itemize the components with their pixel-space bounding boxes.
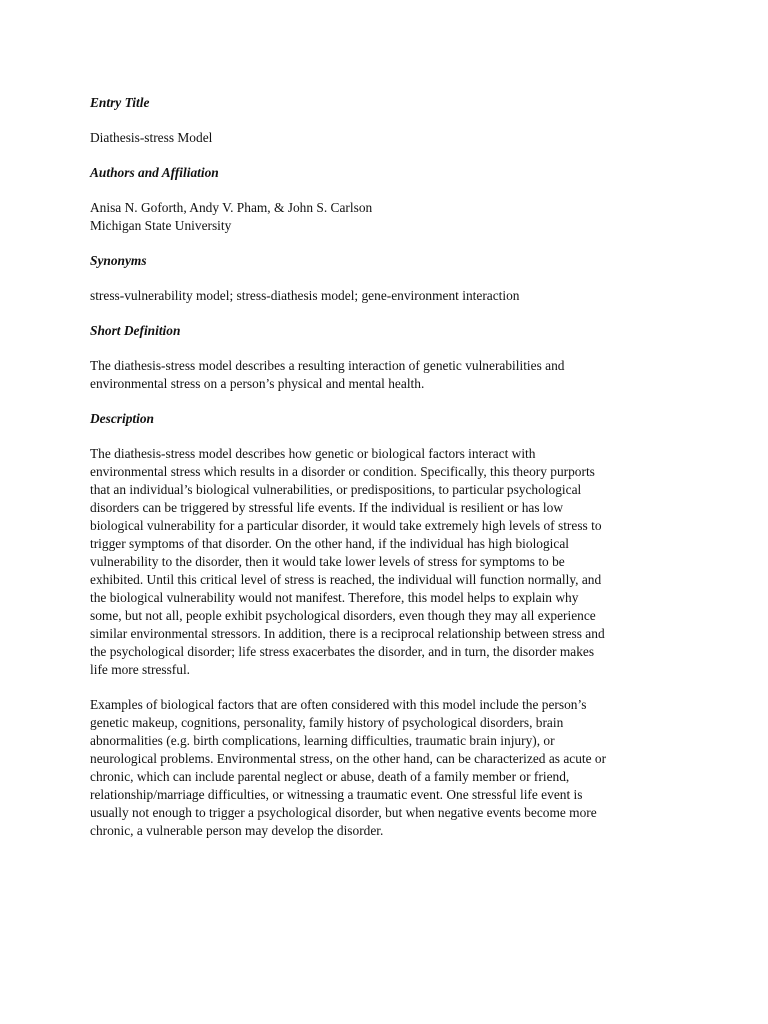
heading-authors-affiliation: Authors and Affiliation (90, 165, 219, 180)
affiliation-line: Michigan State University (90, 218, 232, 233)
authors-text (90, 199, 690, 235)
text-line: life more stressful. (90, 662, 191, 677)
text-line: Diathesis-stress Model (90, 130, 213, 145)
authors-line: Anisa N. Goforth, Andy V. Pham, & John S. Carlson (90, 200, 373, 215)
text-line: chronic, which can include parental neglect or abuse, death of a family member or friend, (90, 769, 570, 784)
text-line: exhibited. Until this critical level of stress is reached, the individual will function normally, and (90, 572, 602, 587)
text-line: the psychological disorder; life stress exacerbates the disorder, and in turn, the disorder makes (90, 644, 595, 659)
text-line: that an individual’s biological vulnerabilities, or predispositions, to particular psychological (90, 482, 582, 497)
text-line: trigger symptoms of that disorder. On the other hand, if the individual has high biological (90, 536, 570, 551)
short-definition-text (90, 357, 690, 393)
text-line: environmental stress on a person’s physical and mental health. (90, 376, 425, 391)
text-line: The diathesis-stress model describes a resulting interaction of genetic vulnerabilities and (90, 358, 565, 373)
text-line: the biological vulnerability would not manifest. Therefore, this model helps to explain why (90, 590, 579, 605)
text-line: genetic makeup, cognitions, personality, family history of psychological disorders, brain (90, 715, 564, 730)
synonyms-text (90, 287, 690, 305)
text-line: vulnerability to the disorder, then it would take lower levels of stress for symptoms to be (90, 554, 565, 569)
document-content (90, 94, 690, 840)
text-line: some, but not all, people exhibit psychological disorders, even though they may all experience (90, 608, 596, 623)
text-line: neurological problems. Environmental stress, on the other hand, can be characterized as acute or (90, 751, 607, 766)
heading-description: Description (90, 411, 154, 426)
heading-short-definition: Short Definition (90, 323, 181, 338)
text-line: relationship/marriage difficulties, or witnessing a traumatic event. One stressful life event is (90, 787, 583, 802)
text-line: environmental stress which results in a disorder or condition. Specifically, this theory purports (90, 464, 595, 479)
text-line: Examples of biological factors that are often considered with this model include the person’s (90, 697, 587, 712)
text-line: similar environmental stressors. In addition, there is a reciprocal relationship between stress and (90, 626, 605, 641)
text-line: biological vulnerability for a particular disorder, it would take extremely high levels of stress to (90, 518, 602, 533)
text-line: The diathesis-stress model describes how genetic or biological factors interact with (90, 446, 536, 461)
entry-title-text (90, 129, 690, 147)
text-line: usually not enough to trigger a psychological disorder, but when negative events become more (90, 805, 597, 820)
text-line: stress-vulnerability model; stress-diathesis model; gene-environment interaction (90, 288, 520, 303)
description-paragraph-2 (90, 696, 690, 840)
text-line: chronic, a vulnerable person may develop the disorder. (90, 823, 384, 838)
heading-synonyms: Synonyms (90, 253, 147, 268)
heading-entry-title: Entry Title (90, 95, 150, 110)
text-line: abnormalities (e.g. birth complications, learning difficulties, traumatic brain injury), or (90, 733, 555, 748)
text-line: disorders can be triggered by stressful life events. If the individual is resilient or has low (90, 500, 564, 515)
description-paragraph-1 (90, 445, 690, 679)
